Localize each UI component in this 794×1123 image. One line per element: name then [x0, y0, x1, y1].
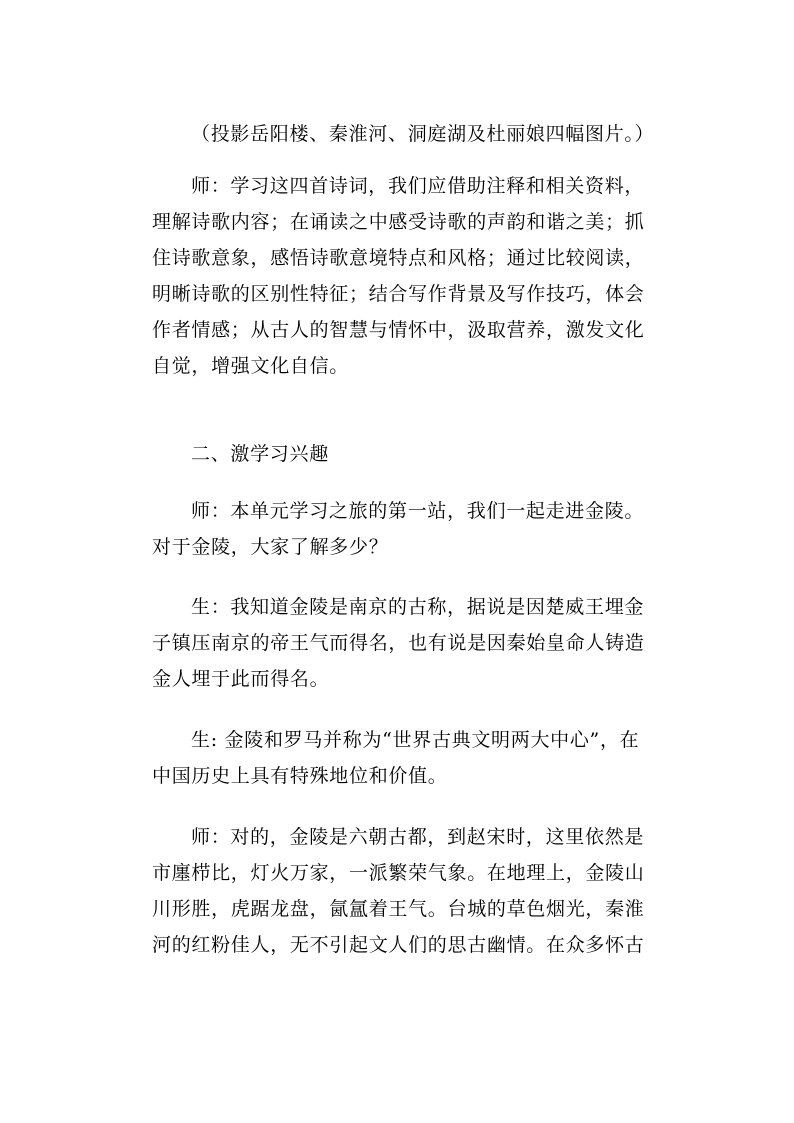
paragraph-teacher-intro	[152, 168, 652, 384]
text-line: 生：我知道金陵是南京的古称，据说是因楚威王埋金	[191, 596, 645, 618]
text-line: 市廛栉比，灯火万家，一派繁荣气象。在地理上，金陵山	[152, 862, 645, 884]
text-line: 河的红粉佳人，无不引起文人们的思古幽情。在众多怀古	[152, 934, 645, 956]
text-line: 生: 金陵和罗马并称为“世界古典文明两大中心”，在	[191, 729, 640, 751]
paragraph-teacher-explanation	[152, 819, 652, 963]
text-line: 子镇压南京的帝王气而得名，也有说是因秦始皇命人铸造	[152, 632, 645, 654]
text-line: 明晰诗歌的区别性特征；结合写作背景及写作技巧，体会	[152, 283, 645, 305]
paragraph-projection-note	[152, 116, 655, 152]
text-line: 川形胜，虎踞龙盘，氤氲着王气。台城的草色烟光，秦淮	[152, 898, 645, 920]
text-line: 中国历史上具有特殊地位和价值。	[152, 765, 448, 787]
text-line: 师：对的，金陵是六朝古都，到赵宋时，这里依然是	[191, 826, 645, 848]
paragraph-student-answer-1	[152, 589, 652, 697]
text-line: 师：本单元学习之旅的第一站，我们一起走进金陵。	[191, 500, 645, 522]
text-line: 对于金陵，大家了解多少？	[152, 536, 389, 558]
text-line: 二、激学习兴趣	[191, 443, 329, 465]
text-line: 自觉，增强文化自信。	[152, 355, 350, 377]
section-heading	[152, 436, 652, 472]
text-line: 作者情感；从古人的智慧与情怀中，汲取营养，激发文化	[152, 319, 645, 341]
text-line: （投影岳阳楼、秦淮河、洞庭湖及杜丽娘四幅图片。）	[191, 123, 655, 145]
text-line: 住诗歌意象，感悟诗歌意境特点和风格；通过比较阅读，	[152, 247, 645, 269]
text-line: 理解诗歌内容；在诵读之中感受诗歌的声韵和谐之美；抓	[152, 211, 645, 233]
text-line: 金人埋于此而得名。	[152, 668, 330, 690]
text-line: 师：学习这四首诗词，我们应借助注释和相关资料，	[191, 175, 645, 197]
paragraph-student-answer-2	[152, 722, 652, 794]
paragraph-teacher-question	[152, 493, 652, 565]
